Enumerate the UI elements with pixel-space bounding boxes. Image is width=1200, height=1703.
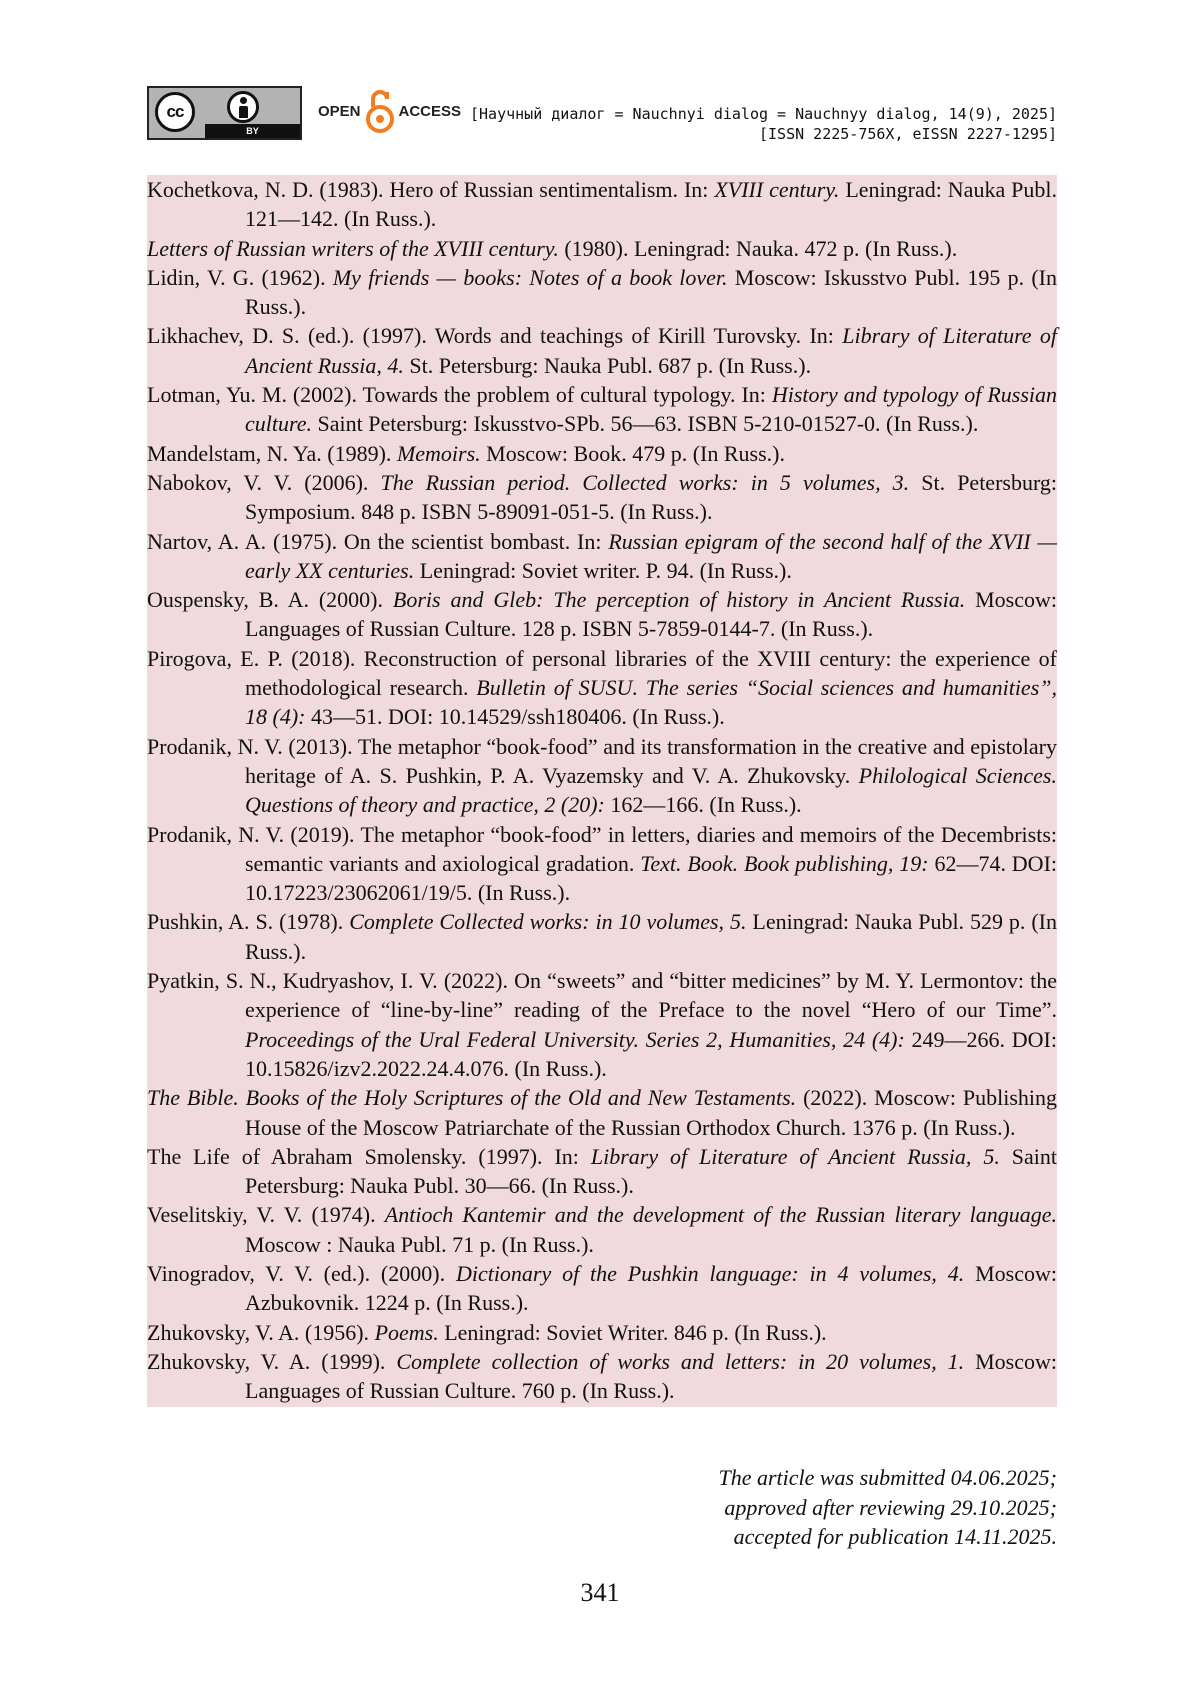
reference-lead: Pushkin, A. S. (1978). (147, 909, 350, 935)
by-label: BY (205, 124, 300, 138)
reference-lead: Zhukovsky, V. A. (1956). (147, 1319, 375, 1345)
reference-entry (147, 907, 1057, 966)
accepted-date-line: accepted for publication 14.11.2025. (733, 1524, 1057, 1549)
reference-lead: Mandelstam, N. Ya. (1989). (147, 440, 397, 466)
reference-tail: Leningrad: Soviet writer. P. 94. (In Russ.). (414, 557, 792, 583)
journal-citation (470, 104, 1057, 144)
reference-title: Letters of Russian writers of the XVIII century. (147, 235, 559, 261)
reference-tail: Moscow : Nauka Publ. 71 p. (In Russ.). (245, 1231, 594, 1257)
reference-tail: Saint Petersburg: Iskusstvo-SPb. 56—63. ISBN 5-210-01527-0. (In Russ.). (312, 411, 979, 437)
submission-note (718, 1463, 1057, 1552)
reference-tail: 43—51. DOI: 10.14529/ssh180406. (In Russ.). (305, 704, 725, 730)
cc-by-license-badge[interactable] (147, 86, 302, 140)
reference-lead: Lidin, V. G. (1962). (147, 264, 333, 290)
reference-title: Memoirs. (396, 440, 481, 466)
reference-title: Proceedings of the Ural Federal University. Series 2, Humanities, 24 (4): (245, 1026, 905, 1052)
reference-title: The Russian period. Collected works: in 5 volumes, 3. (380, 469, 910, 495)
reference-entry (147, 527, 1057, 586)
reference-lead: Ouspensky, B. A. (2000). (147, 587, 393, 613)
reference-title: Antioch Kantemir and the development of the Russian literary language. (384, 1202, 1057, 1228)
reference-entry (147, 732, 1057, 820)
reference-tail: St. Petersburg: Nauka Publ. 687 p. (In Russ.). (403, 352, 812, 378)
reference-entry (147, 585, 1057, 644)
reference-title: Library of Literature of Ancient Russia, 5. (590, 1143, 1000, 1169)
reference-title: Philological Sciences. Questions of theory and practice, 2 (20): (245, 762, 1057, 818)
reference-entry (147, 234, 1057, 263)
reference-lead: Lotman, Yu. M. (2002). Towards the problem of cultural typology. In: (147, 382, 772, 408)
reference-tail: Moscow: Iskusstvo Publ. 195 p. (In Russ.). (245, 264, 1058, 320)
reference-tail: Leningrad: Soviet Writer. 846 p. (In Russ.). (438, 1319, 827, 1345)
journal-title-line: [Научный диалог = Nauchnyi dialog = Nauchnyy dialog, 14(9), 2025] (470, 105, 1057, 123)
reference-entry (147, 380, 1057, 439)
reference-tail: 249—266. DOI: 10.15826/izv2.2022.24.4.076. (In Russ.). (245, 1026, 1057, 1081)
reference-lead: The Life of Abraham Smolensky. (1997). In: (147, 1143, 591, 1169)
reference-tail: Leningrad: Nauka Publ. 121—142. (In Russ.). (245, 177, 1058, 232)
reference-entry (147, 1200, 1057, 1259)
reference-title: My friends — books: Notes of a book lover. (332, 264, 728, 290)
reference-title: Boris and Gleb: The perception of history in Ancient Russia. (392, 587, 966, 613)
approved-date-line: approved after reviewing 29.10.2025; (724, 1494, 1057, 1520)
page-number: 341 (580, 1578, 620, 1607)
reference-lead: Pirogova, E. P. (2018). Reconstruction of personal libraries of the XVIII century: the experience of methodological research. (147, 645, 1057, 701)
open-access-left-text: OPEN (318, 102, 361, 120)
reference-entry (147, 820, 1057, 908)
reference-title: History and typology of Russian culture. (245, 382, 1058, 437)
reference-entry (147, 1347, 1057, 1406)
reference-tail: Saint Petersburg: Nauka Publ. 30—66. (In Russ.). (245, 1143, 1057, 1199)
reference-title: The Bible. Books of the Holy Scriptures of the Old and New Testaments. (147, 1085, 797, 1111)
reference-lead: Prodanik, N. V. (2019). The metaphor “book-food” in letters, diaries and memoirs of the Decembrists: semantic variants and axiological gradation. (147, 821, 1057, 876)
reference-entry (147, 1083, 1057, 1142)
reference-title: Dictionary of the Pushkin language: in 4 volumes, 4. (455, 1260, 965, 1286)
reference-tail: 62—74. DOI: 10.17223/23062061/19/5. (In Russ.). (245, 850, 1058, 906)
reference-title: Complete collection of works and letters: in 20 volumes, 1. (396, 1348, 965, 1374)
reference-title: Poems. (374, 1319, 439, 1345)
reference-title: Russian epigram of the second half of the XVII — early XX centuries. (245, 528, 1057, 583)
reference-list (147, 175, 1057, 1407)
creative-commons-icon: cc (155, 92, 195, 132)
submitted-date-line: The article was submitted 04.06.2025; (718, 1465, 1057, 1490)
reference-tail: Moscow: Languages of Russian Culture. 760 p. (In Russ.). (245, 1348, 1057, 1404)
reference-tail: 162—166. (In Russ.). (604, 792, 802, 818)
open-lock-icon (365, 87, 395, 135)
reference-entry (147, 263, 1057, 322)
reference-title: XVIII century. (714, 177, 840, 202)
reference-entry (147, 1318, 1057, 1347)
reference-lead: Pyatkin, S. N., Kudryashov, I. V. (2022). On “sweets” and “bitter medicines” by M. Y. Lermontov: the experience of “line-by-line” reading of the Preface to the novel “Hero of our Time”. (147, 968, 1057, 1023)
reference-lead: Vinogradov, V. V. (ed.). (2000). (147, 1260, 456, 1286)
reference-title: Complete Collected works: in 10 volumes, 5. (349, 909, 747, 935)
reference-tail: Moscow: Book. 479 p. (In Russ.). (480, 440, 785, 466)
reference-entry (147, 468, 1057, 527)
reference-entry (147, 1259, 1057, 1318)
reference-lead: Likhachev, D. S. (ed.). (1997). Words and teachings of Kirill Turovsky. In: (147, 323, 843, 349)
reference-lead: Prodanik, N. V. (2013). The metaphor “book-food” and its transformation in the creative and epistolary heritage of A. S. Pushkin, P. A. Vyazemsky and V. A. Zhukovsky. (147, 733, 1057, 788)
reference-tail: Moscow: Azbukovnik. 1224 p. (In Russ.). (245, 1260, 1058, 1316)
reference-lead: Kochetkova, N. D. (1983). Hero of Russian sentimentalism. In: (147, 177, 715, 202)
reference-lead: Nabokov, V. V. (2006). (147, 469, 381, 495)
reference-title: Library of Literature of Ancient Russia, 4. (245, 323, 1057, 378)
reference-lead: Nartov, A. A. (1975). On the scientist bombast. In: (147, 528, 609, 554)
reference-entry (147, 321, 1057, 380)
reference-tail: Moscow: Languages of Russian Culture. 128 p. ISBN 5-7859-0144-7. (In Russ.). (245, 587, 1057, 642)
attribution-person-icon (227, 91, 259, 123)
reference-title: Text. Book. Book publishing, 19: (640, 850, 929, 876)
reference-entry (147, 1142, 1057, 1201)
reference-lead: Zhukovsky, V. A. (1999). (147, 1348, 397, 1374)
reference-entry (147, 966, 1057, 1083)
open-access-right-text: ACCESS (398, 102, 462, 120)
page-header (0, 0, 1200, 160)
reference-tail: Leningrad: Nauka Publ. 529 p. (In Russ.). (245, 909, 1057, 964)
reference-lead: Veselitskiy, V. V. (1974). (147, 1202, 385, 1228)
reference-entry (147, 175, 1057, 234)
reference-entry (147, 439, 1057, 468)
reference-entry (147, 644, 1057, 732)
reference-title: Bulletin of SUSU. The series “Social sciences and humanities”, 18 (4): (245, 675, 1057, 730)
reference-tail: (1980). Leningrad: Nauka. 472 p. (In Russ.). (558, 235, 958, 261)
reference-tail: St. Petersburg: Symposium. 848 p. ISBN 5-89091-051-5. (In Russ.). (245, 469, 1058, 525)
journal-issn-line: [ISSN 2225-756X, eISSN 2227-1295] (758, 125, 1057, 143)
reference-tail: (2022). Moscow: Publishing House of the Moscow Patriarchate of the Russian Orthodox Church. 1376 p. (In Russ.). (245, 1085, 1057, 1140)
open-access-logo (318, 86, 461, 136)
